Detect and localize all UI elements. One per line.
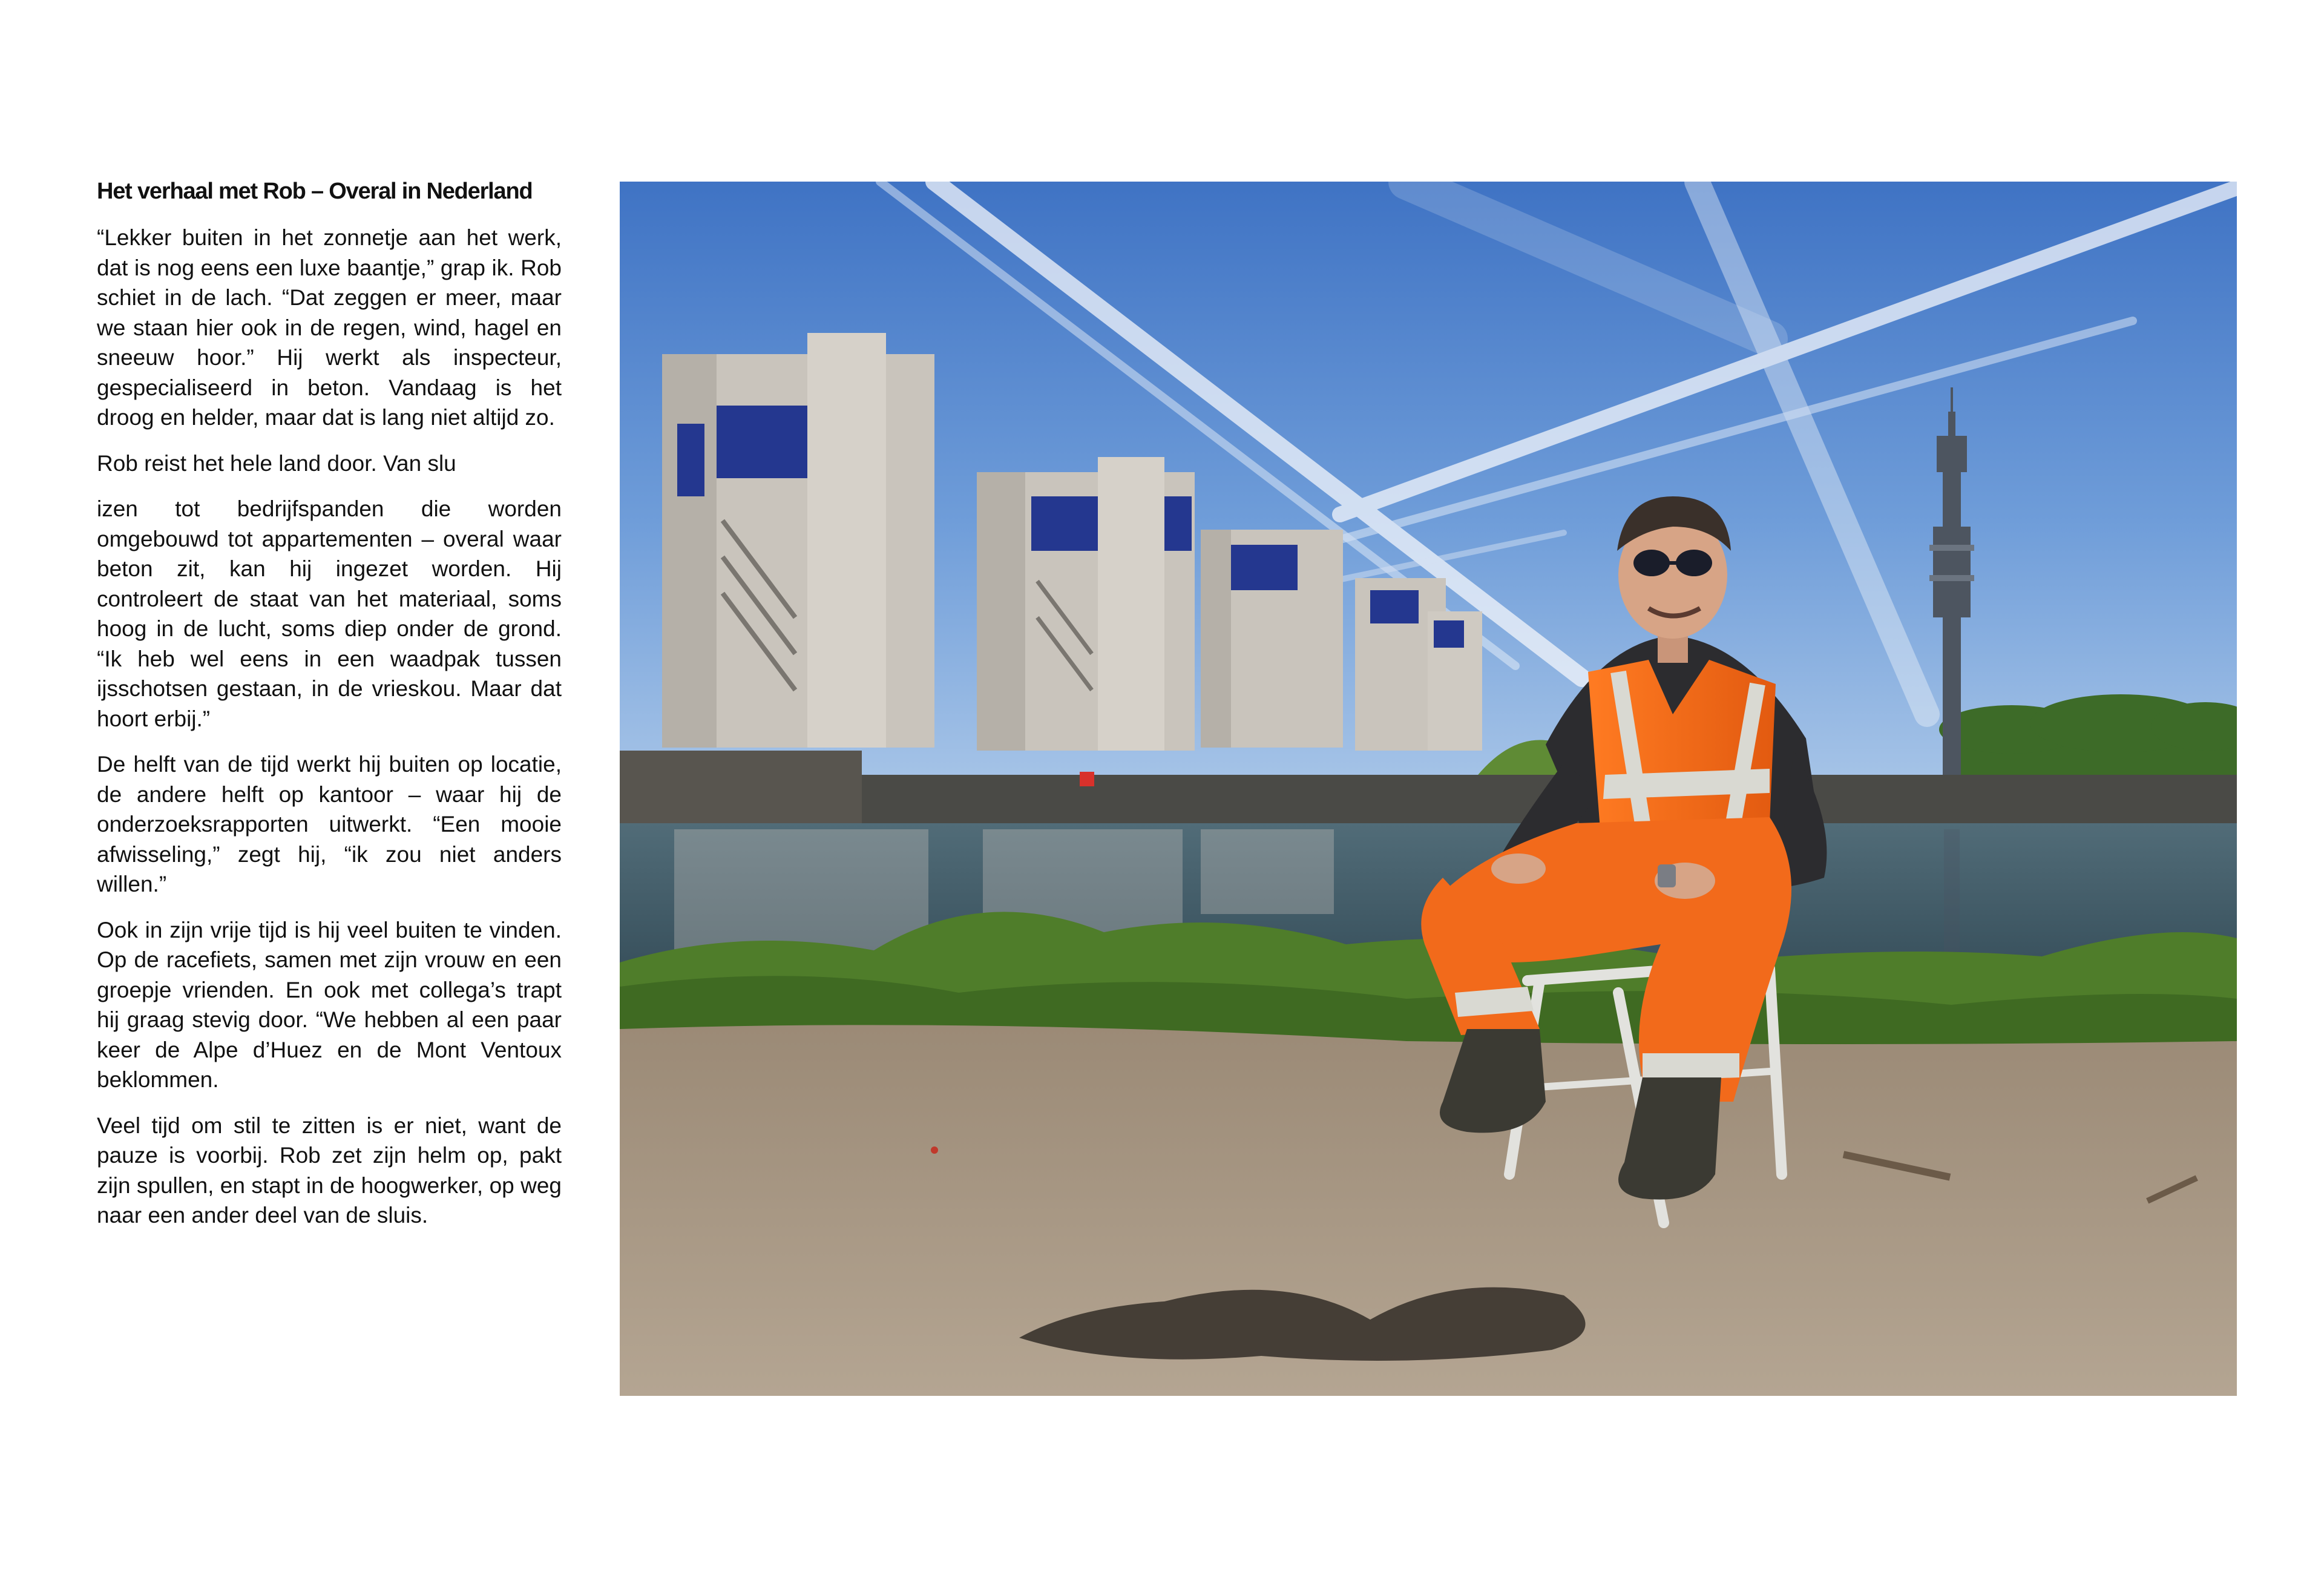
article-paragraph-3: izen tot bedrijfspanden die worden omgebouwd tot appartementen – overal waar beton zit, kan hij ingezet worden. Hij controleert de staat van het materiaal, soms hoog in de lucht, soms diep onder de grond. “Ik heb wel eens in een waadpak tussen ijsschotsen gestaan, in de vrieskou. Maar dat hoort erbij.”	[97, 496, 562, 731]
article-paragraph-4: De helft van de tijd werkt hij buiten op locatie, de andere helft op kantoor – waar hij de onderzoeksrapporten uitwerkt. “Een mooie afwisseling,” zegt hij, “ik zou niet anders willen.”	[97, 752, 562, 896]
photo-illustration	[620, 182, 2237, 1396]
portrait-photo	[620, 182, 2237, 1396]
article-paragraph-6: Veel tijd om stil te zitten is er niet, want de pauze is voorbij. Rob zet zijn helm op, pakt zijn spullen, en stapt in de hoogwerker, op weg naar een ander deel van de sluis.	[97, 1113, 562, 1228]
article-title: Het verhaal met Rob – Overal in Nederland	[97, 179, 533, 204]
red-sign	[1080, 772, 1094, 786]
quay-wall	[620, 775, 2237, 823]
article-paragraph-5: Ook in zijn vrije tijd is hij veel buiten te vinden. Op de racefiets, samen met zijn vrouw en een groepje vrienden. En ook met collega’s trapt hij graag stevig door. “We hebben al een paar keer de Alpe d’Huez en de Mont Ventoux beklommen.	[97, 917, 562, 1092]
article	[97, 177, 562, 1246]
article-paragraph-1: “Lekker buiten in het zonnetje aan het werk, dat is nog eens een luxe baantje,” grap ik. Rob schiet in de lach. “Dat zeggen er meer, maar we staan hier ook in de regen, wind, hagel en sneeuw hoor.” Hij werkt als inspecteur, gespecialiseerd in beton. Vandaag is het droog en helder, maar dat is lang niet altijd zo.	[97, 225, 562, 430]
article-paragraph-2: Rob reist het hele land door. Van slu	[97, 450, 456, 476]
